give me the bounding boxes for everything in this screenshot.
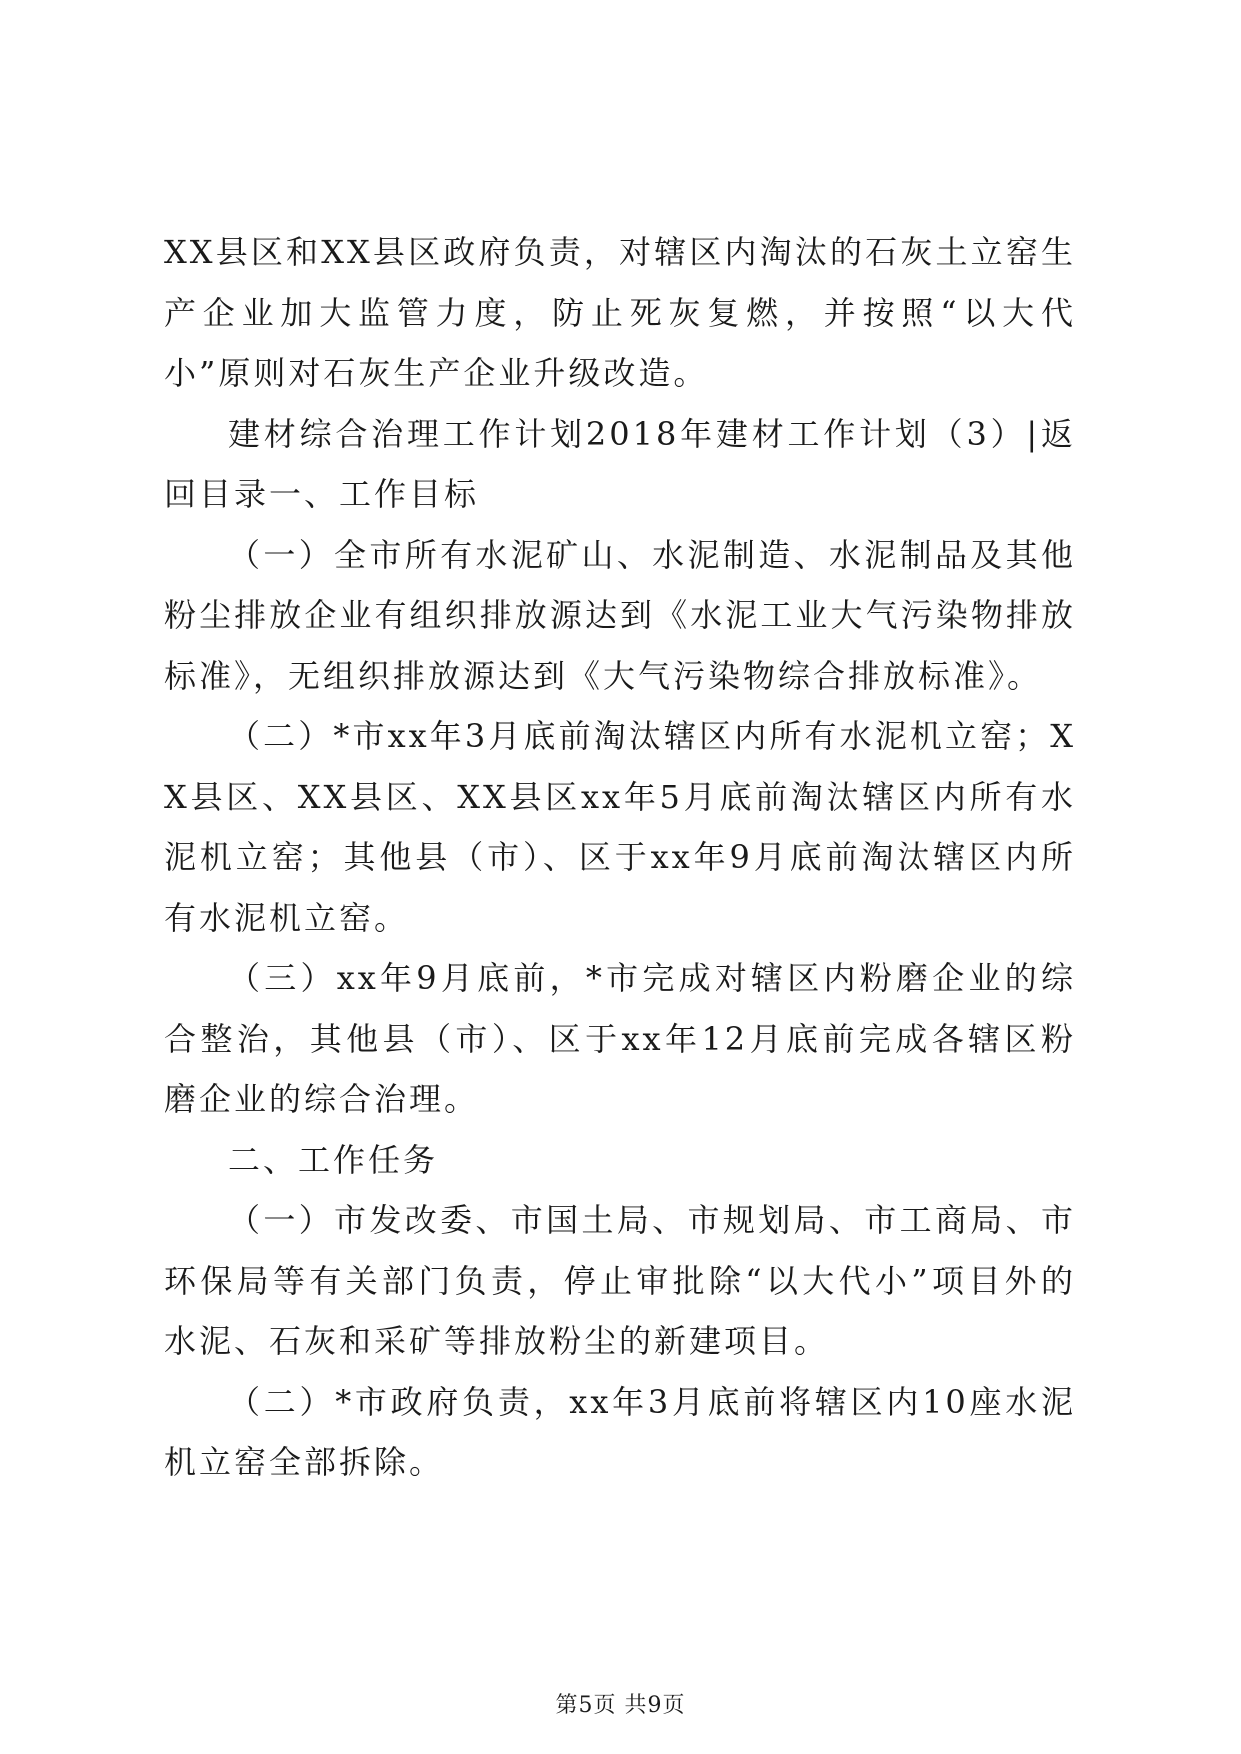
paragraph-goal-3: （三）xx年9月底前，*市完成对辖区内粉磨企业的综合整治，其他县（市）、区于xx年12月底前完成各辖区粉磨企业的综合治理。: [164, 959, 1076, 1118]
section-heading-tasks: 二、工作任务: [228, 1140, 439, 1179]
paragraph-goal-2: （二）*市xx年3月底前淘汰辖区内所有水泥机立窑；XX县区、XX县区、XX县区xx年5月底前淘汰辖区内所有水泥机立窑；其他县（市）、区于xx年9月底前淘汰辖区内所有水泥机立窑。: [164, 717, 1076, 937]
document-body: [164, 222, 1076, 1493]
paragraph-task-1: （一）市发改委、市国土局、市规划局、市工商局、市环保局等有关部门负责，停止审批除“以大代小”项目外的水泥、石灰和采矿等排放粉尘的新建项目。: [164, 1201, 1076, 1360]
paragraph-task-2: （二）*市政府负责，xx年3月底前将辖区内10座水泥机立窑全部拆除。: [164, 1382, 1076, 1481]
page-number-footer: 第5页 共9页: [555, 1693, 686, 1718]
paragraph-plan-title: 建材综合治理工作计划2018年建材工作计划（3）|返回目录一、工作目标: [164, 414, 1076, 513]
paragraph-goal-1: （一）全市所有水泥矿山、水泥制造、水泥制品及其他粉尘排放企业有组织排放源达到《水泥工业大气污染物排放标准》，无组织排放源达到《大气污染物综合排放标准》。: [164, 535, 1076, 695]
paragraph-continuation: XX县区和XX县区政府负责，对辖区内淘汰的石灰土立窑生产企业加大监管力度，防止死灰复燃，并按照“以大代小”原则对石灰生产企业升级改造。: [164, 233, 1076, 392]
